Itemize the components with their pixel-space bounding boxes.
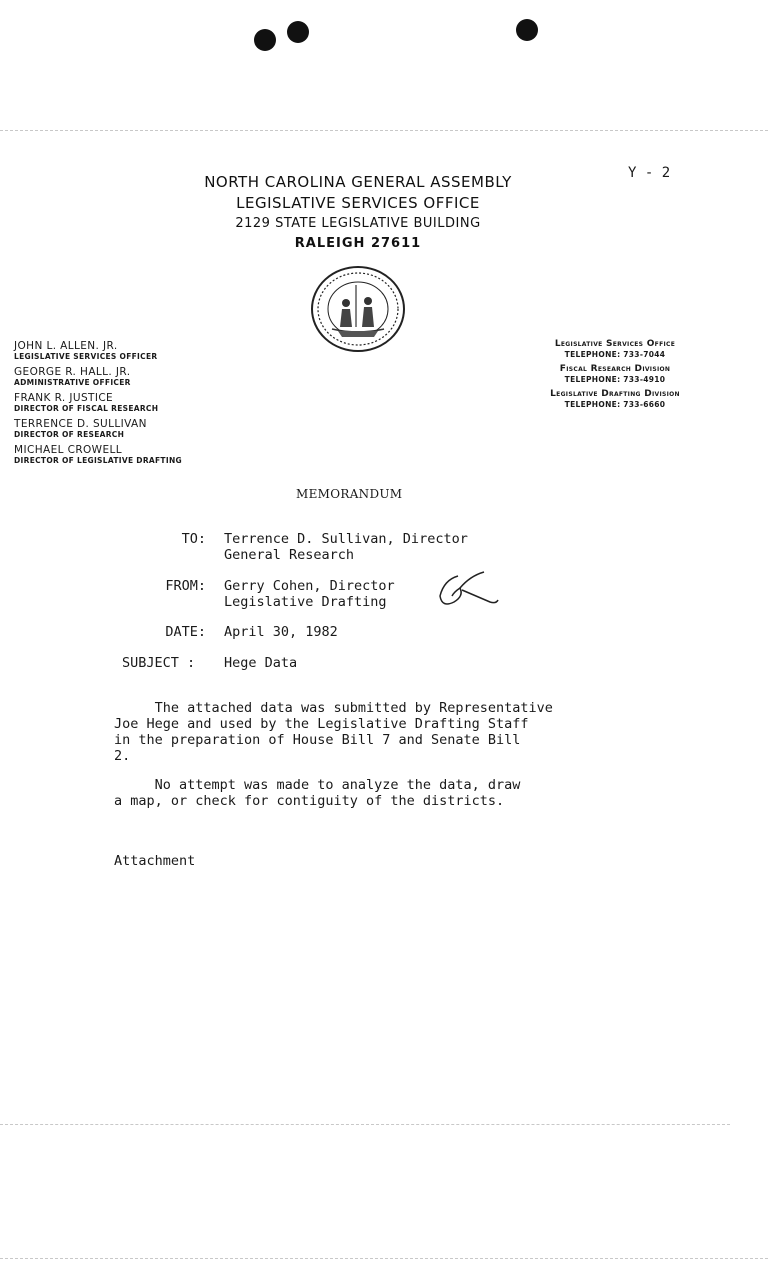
- to-recipient: Terrence D. Sullivan, Director: [224, 531, 468, 547]
- office-entry: [520, 364, 710, 385]
- subject-label: SUBJECT :: [122, 655, 196, 671]
- office-phone: TELEPHONE: 733-4910: [564, 375, 666, 384]
- office-phone: TELEPHONE: 733-7044: [564, 350, 666, 359]
- body-paragraph: The attached data was submitted by Representative Joe Hege and used by the Legislative Drafting Staff in the preparation of House Bill 7 and Senate Bill 2.: [114, 700, 553, 764]
- office-entry: [520, 339, 710, 360]
- staff-entry: [14, 392, 182, 414]
- state-seal-icon: [310, 265, 406, 353]
- body-paragraph: No attempt was made to analyze the data, draw a map, or check for contiguity of the districts.: [114, 777, 521, 809]
- subject-value: Hege Data: [224, 655, 298, 671]
- office-entry: [520, 389, 710, 410]
- staff-entry: [14, 444, 182, 466]
- staff-entry: [14, 418, 182, 440]
- office-name: Legislative Services Office: [554, 339, 676, 349]
- from-department: Legislative Drafting: [224, 594, 387, 610]
- scan-artifact-top: [0, 130, 768, 131]
- staff-title: DIRECTOR OF RESEARCH: [14, 430, 125, 439]
- letterhead-office: LEGISLATIVE SERVICES OFFICE: [236, 194, 480, 212]
- memo-heading: MEMORANDUM: [296, 487, 403, 501]
- date-value: April 30, 1982: [224, 624, 338, 640]
- handwritten-initials: [436, 568, 500, 612]
- staff-entry: [14, 340, 182, 362]
- office-phone: TELEPHONE: 733-6660: [564, 400, 666, 409]
- letterhead-assembly: NORTH CAROLINA GENERAL ASSEMBLY: [204, 173, 512, 191]
- letterhead-address: 2129 STATE LEGISLATIVE BUILDING: [235, 216, 481, 231]
- from-sender: Gerry Cohen, Director: [224, 578, 395, 594]
- office-name: Fiscal Research Division: [559, 364, 671, 374]
- staff-name: MICHAEL CROWELL: [14, 444, 122, 456]
- staff-name: FRANK R. JUSTICE: [14, 392, 114, 404]
- staff-name: GEORGE R. HALL. JR.: [14, 366, 131, 378]
- scan-artifact-bottom: [0, 1124, 730, 1125]
- scan-artifact-foot: [0, 1258, 768, 1259]
- date-label: DATE:: [165, 624, 206, 640]
- staff-title: ADMINISTRATIVE OFFICER: [14, 378, 131, 387]
- office-list: [520, 339, 710, 410]
- staff-name: TERRENCE D. SULLIVAN: [14, 418, 147, 430]
- staff-name: JOHN L. ALLEN. JR.: [14, 340, 118, 352]
- letterhead-city: RALEIGH 27611: [294, 236, 422, 251]
- punch-hole-right: [516, 19, 538, 41]
- staff-list: [14, 340, 182, 466]
- punch-hole-left: [254, 29, 276, 51]
- staff-title: DIRECTOR OF FISCAL RESEARCH: [14, 404, 159, 413]
- staff-entry: [14, 366, 182, 388]
- attachment-note: Attachment: [114, 853, 196, 869]
- office-name: Legislative Drafting Division: [550, 389, 680, 399]
- to-department: General Research: [224, 547, 355, 563]
- staff-title: DIRECTOR OF LEGISLATIVE DRAFTING: [14, 456, 182, 465]
- page-code: Y - 2: [628, 165, 671, 181]
- staff-title: LEGISLATIVE SERVICES OFFICER: [14, 352, 158, 361]
- to-label: TO:: [181, 531, 206, 547]
- from-label: FROM:: [165, 578, 206, 594]
- punch-hole-center: [287, 21, 309, 43]
